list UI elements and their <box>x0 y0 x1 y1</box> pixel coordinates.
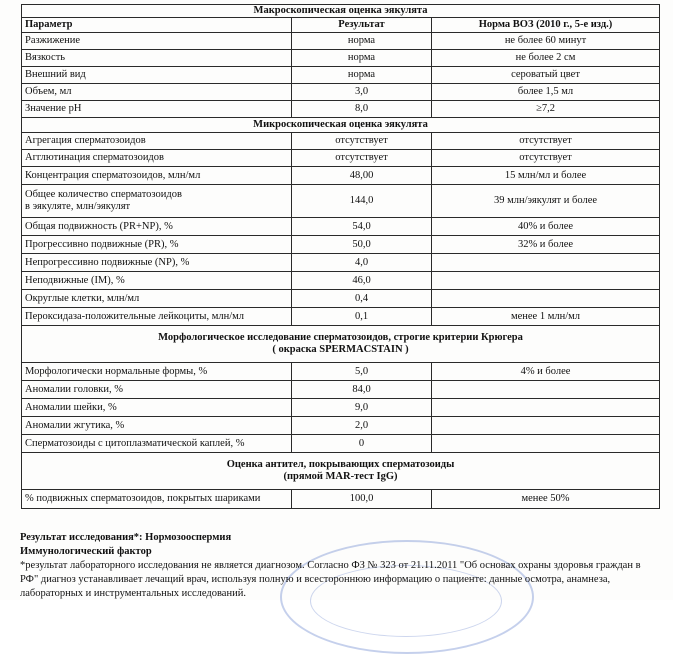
table-row <box>22 185 660 218</box>
norm-cell: более 1,5 мл <box>432 84 660 101</box>
section-header-row <box>22 326 660 363</box>
table-row <box>22 417 660 435</box>
table-row <box>22 133 660 150</box>
parameter-cell: Сперматозоиды с цитоплазматической каплей, % <box>22 435 292 453</box>
disclaimer-note: *результат лабораторного исследования не является диагнозом. Согласно ФЗ № 323 от 21.11.2011 "Об основах охраны здоровья граждан в РФ" диагноз устанавливает лечащий врач, используя полную и всестороннюю информацию о пациенте: данные осмотра, анамнеза, лабораторных и инструментальных исследований. <box>20 560 641 599</box>
parameter-cell: Вязкость <box>22 50 292 67</box>
section-title <box>22 453 660 490</box>
section-subtitle-text: (прямой MAR-тест IgG) <box>283 471 398 482</box>
result-cell: 3,0 <box>292 84 432 101</box>
result-cell: норма <box>292 67 432 84</box>
table-row <box>22 167 660 185</box>
section-title-text: Микроскопическая оценка эякулята <box>253 119 428 130</box>
table-row <box>22 101 660 118</box>
table-row <box>22 272 660 290</box>
result-cell: 48,00 <box>292 167 432 185</box>
result-cell: 9,0 <box>292 399 432 417</box>
parameter-cell: Неподвижные (IM), % <box>22 272 292 290</box>
result-label: Результат исследования*: <box>20 532 143 543</box>
norm-cell: 39 млн/эякулят и более <box>432 185 660 218</box>
norm-cell: не более 60 минут <box>432 33 660 50</box>
norm-cell <box>432 417 660 435</box>
parameter-cell: Внешний вид <box>22 67 292 84</box>
parameter-cell: Концентрация сперматозоидов, млн/мл <box>22 167 292 185</box>
result-cell: отсутствует <box>292 150 432 167</box>
parameter-cell: Морфологически нормальные формы, % <box>22 363 292 381</box>
section-header-row <box>22 453 660 490</box>
semen-analysis-table <box>21 4 660 509</box>
result-cell: отсутствует <box>292 133 432 150</box>
norm-cell: Норма ВОЗ (2010 г., 5-е изд.) <box>432 18 660 33</box>
result-cell: 84,0 <box>292 381 432 399</box>
parameter-cell: Аномалии головки, % <box>22 381 292 399</box>
norm-cell <box>432 290 660 308</box>
parameter-cell: Общая подвижность (PR+NP), % <box>22 218 292 236</box>
result-cell: 0,4 <box>292 290 432 308</box>
norm-cell: сероватый цвет <box>432 67 660 84</box>
table-row <box>22 435 660 453</box>
section-title-text: Морфологическое исследование сперматозоидов, строгие критерии Крюгера <box>158 332 523 343</box>
table-row <box>22 236 660 254</box>
section-title <box>22 5 660 18</box>
parameter-cell: Пероксидаза-положительные лейкоциты, млн/мл <box>22 308 292 326</box>
table-row <box>22 84 660 101</box>
table-row <box>22 290 660 308</box>
table-row <box>22 67 660 84</box>
parameter-cell: Общее количество сперматозоидов в эякуляте, млн/эякулят <box>22 185 292 218</box>
table-row <box>22 490 660 509</box>
result-cell: 8,0 <box>292 101 432 118</box>
norm-cell <box>432 435 660 453</box>
norm-cell: 40% и более <box>432 218 660 236</box>
parameter-cell: Округлые клетки, млн/мл <box>22 290 292 308</box>
parameter-cell: Значение pH <box>22 101 292 118</box>
norm-cell: 32% и более <box>432 236 660 254</box>
result-cell: 4,0 <box>292 254 432 272</box>
norm-cell: отсутствует <box>432 133 660 150</box>
result-cell: 54,0 <box>292 218 432 236</box>
result-cell: 2,0 <box>292 417 432 435</box>
result-cell: 100,0 <box>292 490 432 509</box>
result-cell: 46,0 <box>292 272 432 290</box>
result-cell: 0,1 <box>292 308 432 326</box>
parameter-cell: Аномалии жгутика, % <box>22 417 292 435</box>
parameter-cell: Агрегация сперматозоидов <box>22 133 292 150</box>
section-subtitle-text: ( окраска SPERMACSTAIN ) <box>272 344 409 355</box>
norm-cell: отсутствует <box>432 150 660 167</box>
parameter-cell: Параметр <box>22 18 292 33</box>
norm-cell: менее 50% <box>432 490 660 509</box>
result-cell: 50,0 <box>292 236 432 254</box>
table-row <box>22 381 660 399</box>
parameter-cell: Разжижение <box>22 33 292 50</box>
table-row <box>22 33 660 50</box>
table-row <box>22 308 660 326</box>
parameter-cell: Прогрессивно подвижные (PR), % <box>22 236 292 254</box>
norm-cell: 4% и более <box>432 363 660 381</box>
section-title-text: Оценка антител, покрывающих сперматозоиды <box>226 459 455 470</box>
section-title <box>22 326 660 363</box>
parameter-cell: Агглютинация сперматозоидов <box>22 150 292 167</box>
result-cell: Результат <box>292 18 432 33</box>
parameter-cell: Объем, мл <box>22 84 292 101</box>
immuno-factor: Иммунологический фактор <box>20 546 152 557</box>
table-row <box>22 363 660 381</box>
norm-cell <box>432 254 660 272</box>
table-row <box>22 150 660 167</box>
norm-cell <box>432 399 660 417</box>
parameter-cell: % подвижных сперматозоидов, покрытых шариками <box>22 490 292 509</box>
norm-cell: 15 млн/мл и более <box>432 167 660 185</box>
norm-cell <box>432 381 660 399</box>
norm-cell: ≥7,2 <box>432 101 660 118</box>
result-cell: 5,0 <box>292 363 432 381</box>
norm-cell: менее 1 млн/мл <box>432 308 660 326</box>
parameter-cell: Аномалии шейки, % <box>22 399 292 417</box>
table-header-row <box>22 18 660 33</box>
table-row <box>22 399 660 417</box>
report-footer <box>20 531 660 601</box>
section-header-row <box>22 5 660 18</box>
result-value: Нормозооспермия <box>145 532 232 543</box>
norm-cell <box>432 272 660 290</box>
norm-cell: не более 2 см <box>432 50 660 67</box>
result-cell: норма <box>292 33 432 50</box>
section-header-row <box>22 118 660 133</box>
result-cell: 0 <box>292 435 432 453</box>
section-title-text: Макроскопическая оценка эякулята <box>253 5 428 16</box>
parameter-cell: Непрогрессивно подвижные (NP), % <box>22 254 292 272</box>
result-cell: 144,0 <box>292 185 432 218</box>
table-row <box>22 218 660 236</box>
result-cell: норма <box>292 50 432 67</box>
section-title <box>22 118 660 133</box>
result-line <box>20 531 660 545</box>
table-row <box>22 50 660 67</box>
table-row <box>22 254 660 272</box>
